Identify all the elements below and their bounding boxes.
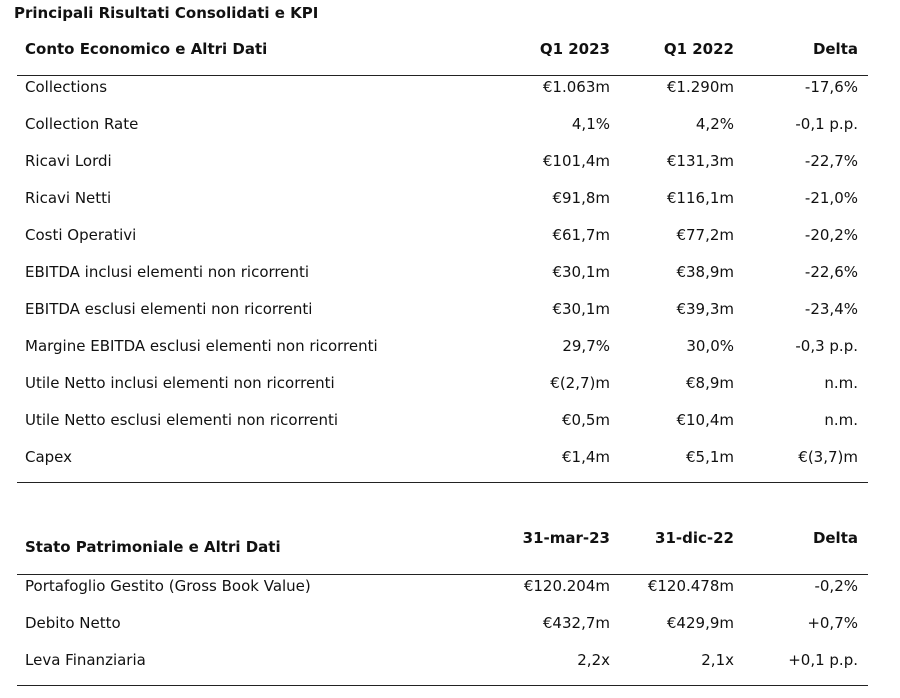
row-value-col-b: €116,1m	[666, 189, 734, 207]
row-value-col-c: -0,1 p.p.	[795, 115, 858, 133]
table-row	[17, 335, 868, 372]
table-row	[17, 446, 868, 483]
row-value-col-a: €91,8m	[552, 189, 610, 207]
row-value-col-a: €1.063m	[542, 78, 610, 96]
row-label: Utile Netto esclusi elementi non ricorrenti	[25, 411, 339, 429]
row-label: EBITDA esclusi elementi non ricorrenti	[25, 300, 313, 318]
row-label: Utile Netto inclusi elementi non ricorrenti	[25, 374, 335, 392]
income-header-col-a: Q1 2023	[539, 40, 610, 58]
row-value-col-c: -17,6%	[804, 78, 858, 96]
table-row	[17, 113, 868, 150]
row-label: Leva Finanziaria	[25, 651, 146, 669]
row-value-col-c: -23,4%	[804, 300, 858, 318]
balance-header-col-c: Delta	[812, 529, 858, 547]
row-value-col-b: €38,9m	[676, 263, 734, 281]
row-value-col-c: +0,1 p.p.	[788, 651, 858, 669]
row-value-col-b: €429,9m	[666, 614, 734, 632]
row-label: Margine EBITDA esclusi elementi non ricorrenti	[25, 337, 378, 355]
row-value-col-a: €1,4m	[561, 448, 610, 466]
page-title: Principali Risultati Consolidati e KPI	[14, 4, 319, 22]
row-value-col-c: -0,2%	[814, 577, 858, 595]
row-label: Costi Operativi	[25, 226, 137, 244]
row-value-col-b: €1.290m	[666, 78, 734, 96]
table-row	[17, 261, 868, 298]
row-value-col-b: €131,3m	[666, 152, 734, 170]
table-row	[17, 298, 868, 335]
balance-header-col-a: 31-mar-23	[522, 529, 610, 547]
row-value-col-b: 4,2%	[695, 115, 734, 133]
balance-table-body	[17, 575, 868, 686]
balance-header-col-b: 31-dic-22	[655, 529, 734, 547]
row-value-col-b: €120.478m	[647, 577, 734, 595]
table-row	[17, 612, 868, 649]
row-value-col-b: €39,3m	[676, 300, 734, 318]
income-header-col-b: Q1 2022	[663, 40, 734, 58]
table-row	[17, 224, 868, 261]
table-row	[17, 150, 868, 187]
table-row	[17, 575, 868, 612]
balance-header-label: Stato Patrimoniale e Altri Dati	[25, 538, 281, 556]
row-value-col-c: -22,7%	[804, 152, 858, 170]
row-value-col-b: €8,9m	[685, 374, 734, 392]
row-label: Capex	[25, 448, 73, 466]
row-label: Collection Rate	[25, 115, 139, 133]
table-row	[17, 372, 868, 409]
row-value-col-b: €10,4m	[676, 411, 734, 429]
row-value-col-c: n.m.	[824, 411, 858, 429]
row-value-col-a: €30,1m	[552, 300, 610, 318]
row-label: Ricavi Lordi	[25, 152, 112, 170]
row-value-col-a: €101,4m	[542, 152, 610, 170]
table-row	[17, 409, 868, 446]
balance-sheet-table	[17, 520, 868, 686]
row-value-col-c: -0,3 p.p.	[795, 337, 858, 355]
income-table-header	[17, 32, 868, 76]
row-value-col-c: €(3,7)m	[798, 448, 858, 466]
row-value-col-c: -21,0%	[804, 189, 858, 207]
table-row	[17, 649, 868, 686]
row-value-col-c: -20,2%	[804, 226, 858, 244]
row-label: Ricavi Netti	[25, 189, 112, 207]
income-header-label: Conto Economico e Altri Dati	[25, 40, 268, 58]
row-value-col-a: €432,7m	[542, 614, 610, 632]
balance-table-header	[17, 520, 868, 575]
row-value-col-b: 2,1x	[701, 651, 734, 669]
row-value-col-a: €30,1m	[552, 263, 610, 281]
row-value-col-b: €77,2m	[676, 226, 734, 244]
table-row	[17, 187, 868, 224]
row-value-col-c: +0,7%	[807, 614, 858, 632]
balance-table-bottom-rule	[17, 685, 868, 686]
row-value-col-b: 30,0%	[686, 337, 734, 355]
table-row	[17, 76, 868, 113]
income-header-col-c: Delta	[812, 40, 858, 58]
row-value-col-a: 4,1%	[571, 115, 610, 133]
row-value-col-a: €(2,7)m	[550, 374, 610, 392]
row-value-col-a: €61,7m	[552, 226, 610, 244]
row-value-col-a: 2,2x	[577, 651, 610, 669]
row-value-col-b: €5,1m	[685, 448, 734, 466]
income-statement-table	[17, 32, 868, 483]
row-label: Debito Netto	[25, 614, 121, 632]
row-value-col-a: €0,5m	[561, 411, 610, 429]
income-table-bottom-rule	[17, 482, 868, 483]
row-label: EBITDA inclusi elementi non ricorrenti	[25, 263, 310, 281]
row-value-col-c: -22,6%	[804, 263, 858, 281]
row-value-col-c: n.m.	[824, 374, 858, 392]
row-value-col-a: 29,7%	[562, 337, 610, 355]
income-table-body	[17, 76, 868, 483]
row-label: Portafoglio Gestito (Gross Book Value)	[25, 577, 311, 595]
row-value-col-a: €120.204m	[523, 577, 610, 595]
row-label: Collections	[25, 78, 108, 96]
